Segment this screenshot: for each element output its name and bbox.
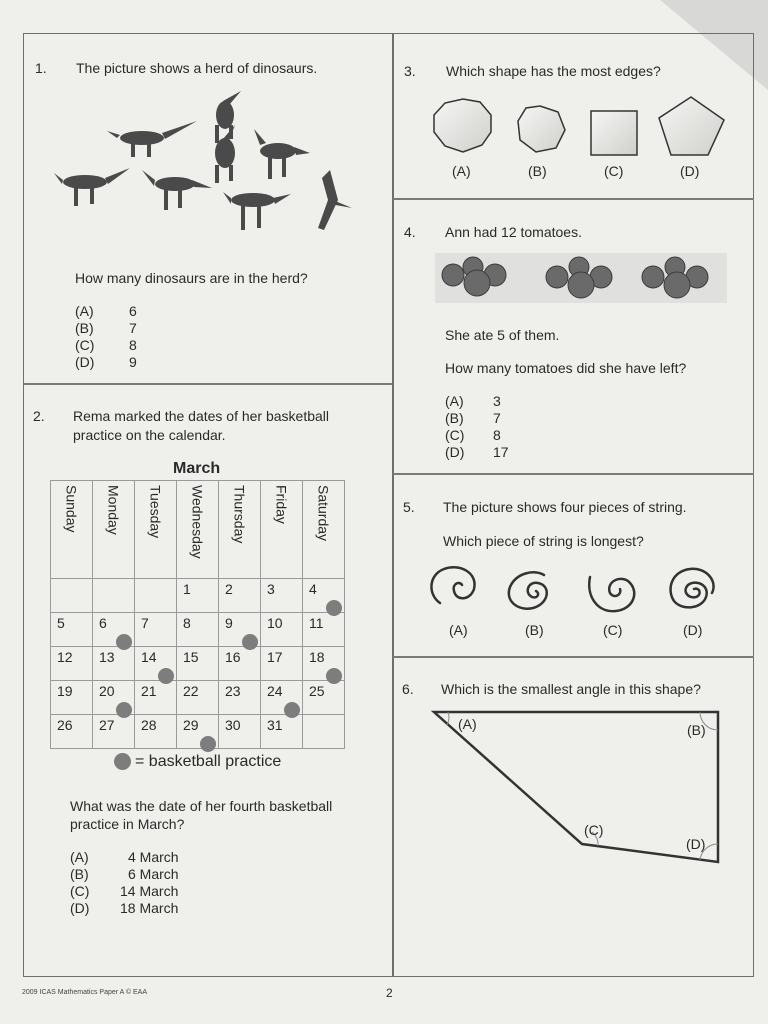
date-number: 7 [141,615,149,631]
date-number: 26 [57,717,73,733]
q3-labels [452,163,720,179]
calendar-date-cell[interactable] [93,681,135,715]
tomatoes-image [435,253,727,303]
q1-question: How many dinosaurs are in the herd? [75,270,308,286]
calendar-date-cell[interactable] [261,681,303,715]
calendar-date-cell[interactable] [177,579,219,613]
calendar-date-cell[interactable] [51,579,93,613]
date-number: 14 [141,649,157,665]
q1-number: 1. [35,60,47,76]
date-number: 24 [267,683,283,699]
calendar-day-header [93,481,135,579]
calendar-date-cell[interactable] [261,579,303,613]
calendar-date-cell[interactable] [303,579,345,613]
dinosaur-icon [142,170,212,210]
calendar-date-cell[interactable] [93,579,135,613]
calendar-date-cell[interactable] [261,613,303,647]
calendar-date-cell[interactable] [219,715,261,749]
date-number: 10 [267,615,283,631]
calendar-date-cell[interactable] [93,647,135,681]
calendar-date-cell[interactable] [93,715,135,749]
calendar-month: March [173,460,221,477]
calendar-day-header [261,481,303,579]
q5-strings [426,563,732,615]
dinosaur-icon [318,170,352,230]
q4-question: How many tomatoes did she have left? [445,360,687,376]
calendar-day-header [303,481,345,579]
calendar-date-cell[interactable] [219,647,261,681]
calendar-date-cell[interactable] [135,579,177,613]
date-number: 25 [309,683,325,699]
q2-option-b[interactable]: (B) 6 March [70,866,179,882]
q1-prompt: The picture shows a herd of dinosaurs. [76,60,318,76]
q1-option-a[interactable]: (A) 6 [75,303,137,319]
q5-label-d[interactable]: (D) [683,622,703,638]
quadrilateral-shape [434,712,718,862]
date-number: 13 [99,649,115,665]
q5-labels [449,622,723,638]
calendar-day-header [135,481,177,579]
q4-options [445,393,509,461]
calendar-day-header [177,481,219,579]
divider-q1-q2 [23,383,392,385]
calendar-date-cell[interactable] [135,647,177,681]
date-number: 9 [225,615,233,631]
day-label: Wednesday [189,485,206,559]
date-number: 11 [309,615,324,631]
calendar-week-row [51,647,345,681]
calendar-date-cell[interactable] [219,681,261,715]
date-number: 28 [141,717,157,733]
q3-shapes [428,94,732,162]
q5-prompt: The picture shows four pieces of string. [443,499,687,515]
calendar-date-cell[interactable] [93,613,135,647]
date-number: 18 [309,649,325,665]
calendar-date-cell[interactable] [51,613,93,647]
footer-credit: 2009 ICAS Mathematics Paper A © EAA [22,989,147,996]
q5-label-c[interactable]: (C) [603,622,623,638]
dinosaur-icon [223,192,291,230]
q5-question: Which piece of string is longest? [443,533,644,549]
calendar-date-cell[interactable] [135,681,177,715]
calendar-date-cell[interactable] [303,715,345,749]
calendar-week-row [51,613,345,647]
q4-option-b[interactable]: (B) 7 [445,410,501,426]
q5-number: 5. [403,499,415,515]
q4-option-a[interactable]: (A) 3 [445,393,501,409]
day-label: Monday [105,485,122,535]
date-number: 2 [225,581,233,597]
date-number: 17 [267,649,283,665]
string-c[interactable] [589,577,634,611]
nonagon-shape-a[interactable] [434,99,491,152]
legend-label: = basketball practice [135,753,282,770]
date-number: 20 [99,683,115,699]
calendar-date-cell[interactable] [51,715,93,749]
string-a[interactable] [431,567,474,603]
q6-prompt: Which is the smallest angle in this shape? [441,681,701,697]
corner-label-c[interactable]: (C) [584,822,604,838]
date-number: 16 [225,649,241,665]
q3-label-b[interactable]: (B) [528,163,547,179]
q1-option-c[interactable]: (C) 8 [75,337,137,353]
practice-dot-icon [114,753,131,770]
date-number: 3 [267,581,275,597]
page-number: 2 [386,986,393,1000]
divider-q5-q6 [393,656,754,658]
calendar-date-cell[interactable] [219,613,261,647]
date-number: 19 [57,683,73,699]
divider-q3-q4 [393,198,754,200]
q4-number: 4. [404,224,416,240]
q2-option-c[interactable]: (C) 14 March [70,883,179,899]
calendar-date-cell[interactable] [177,681,219,715]
q3-prompt: Which shape has the most edges? [446,63,661,79]
date-number: 15 [183,649,199,665]
divider-q4-q5 [393,473,754,475]
q3-label-d[interactable]: (D) [680,163,700,179]
practice-dot-icon [200,736,216,752]
column-divider [392,33,394,977]
dinosaur-icon [254,129,310,179]
calendar-date-cell[interactable] [261,647,303,681]
q4-option-c[interactable]: (C) 8 [445,427,501,443]
calendar-date-cell[interactable] [51,647,93,681]
corner-label-d[interactable]: (D) [686,836,706,852]
q4-prompt: Ann had 12 tomatoes. [445,224,582,240]
q4-option-d[interactable]: (D) 17 [445,444,509,460]
calendar-date-cell[interactable] [135,613,177,647]
heptagon-shape-b[interactable] [518,106,565,152]
date-number: 4 [309,581,317,597]
string-b[interactable] [509,572,547,608]
calendar-date-cell[interactable] [51,681,93,715]
q3-label-c[interactable]: (C) [604,163,624,179]
string-d[interactable] [671,569,714,608]
date-number: 22 [183,683,199,699]
calendar-date-cell[interactable] [303,647,345,681]
q2-prompt-line1: Rema marked the dates of her basketball [73,408,330,424]
q2-question-line2: practice in March? [70,816,185,832]
corner-label-a[interactable]: (A) [458,716,477,732]
calendar-date-cell[interactable] [177,647,219,681]
square-shape-c[interactable] [591,111,637,155]
q1-options [75,303,137,371]
pentagon-shape-d[interactable] [659,97,724,155]
calendar-date-cell[interactable] [219,579,261,613]
date-number: 31 [267,717,283,733]
calendar-week-row [51,579,345,613]
day-label: Sunday [63,485,80,533]
q1-option-b[interactable]: (B) 7 [75,320,137,336]
calendar-day-header [219,481,261,579]
calendar-date-cell[interactable] [303,613,345,647]
date-number: 30 [225,717,241,733]
q2-question-line1: What was the date of her fourth basketball [70,798,333,814]
q5-label-a[interactable]: (A) [449,622,468,638]
calendar-day-header [51,481,93,579]
date-number: 8 [183,615,191,631]
date-number: 29 [183,717,199,733]
date-number: 21 [141,683,157,699]
q5-label-b[interactable]: (B) [525,622,544,638]
date-number: 12 [57,649,73,665]
q6-number: 6. [402,681,414,697]
date-number: 23 [225,683,241,699]
date-number: 6 [99,615,107,631]
day-label: Thursday [231,485,248,544]
date-number: 5 [57,615,65,631]
calendar-date-cell[interactable] [177,613,219,647]
calendar-date-cell[interactable] [261,715,303,749]
q3-number: 3. [404,63,416,79]
q4-line2: She ate 5 of them. [445,327,560,343]
q2-options [70,849,179,917]
q2-prompt-line2: practice on the calendar. [73,427,226,443]
calendar-date-cell[interactable] [135,715,177,749]
calendar-week-row [51,681,345,715]
dinosaur-icon [54,168,130,206]
calendar-date-cell[interactable] [303,681,345,715]
dinosaur-icon [107,121,197,157]
q2-number: 2. [33,408,45,424]
day-label: Tuesday [147,485,164,539]
dinosaur-herd-image [52,88,372,248]
calendar-date-cell[interactable] [177,715,219,749]
q2-option-d[interactable]: (D) 18 March [70,900,179,916]
date-number: 1 [183,581,191,597]
q2-option-a[interactable]: (A) 4 March [70,849,179,865]
q3-label-a[interactable]: (A) [452,163,471,179]
day-label: Saturday [315,485,332,542]
calendar-week-row [51,715,345,749]
q1-option-d[interactable]: (D) 9 [75,354,137,370]
day-label: Friday [273,485,290,524]
date-number: 27 [99,717,115,733]
corner-label-b[interactable]: (B) [687,722,706,738]
march-calendar [50,480,345,749]
